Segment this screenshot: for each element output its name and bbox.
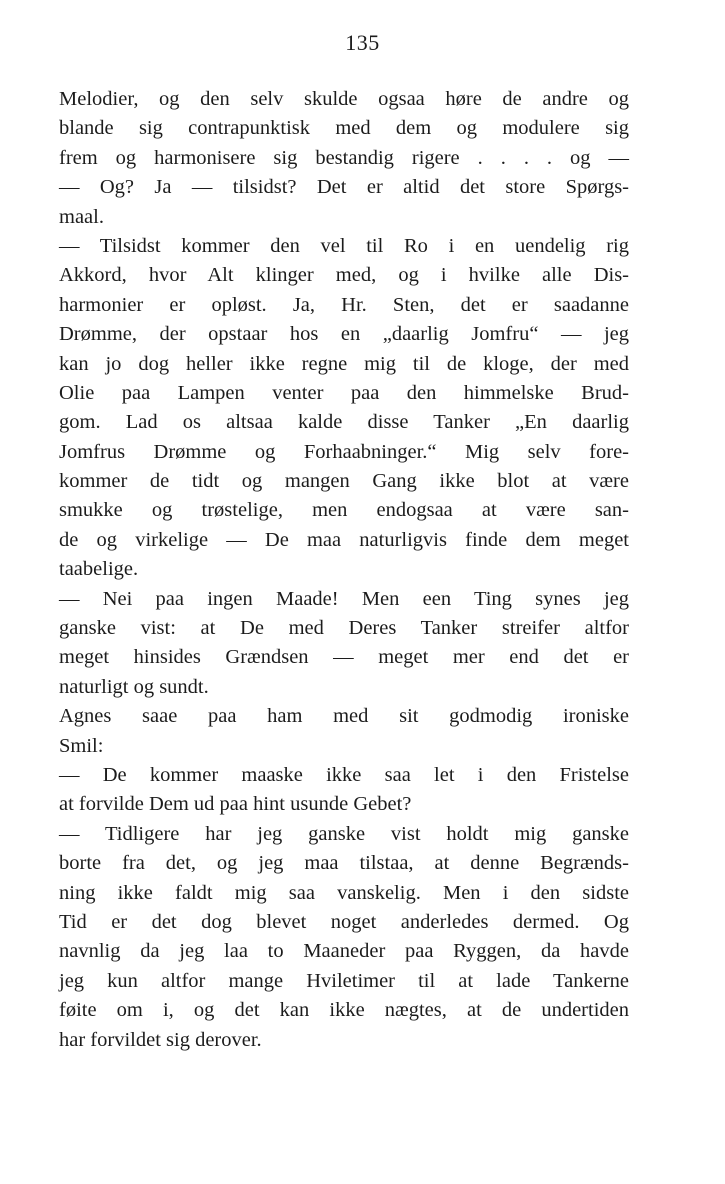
- text-line: frem og harmonisere sig bestandig rigere . . . . og —: [59, 146, 629, 169]
- text-line: har forvildet sig derover.: [59, 1028, 262, 1051]
- text-line: meget hinsides Grændsen — meget mer end det er: [59, 646, 629, 669]
- text-line: maal.: [59, 205, 104, 228]
- text-line: smukke og trøstelige, men endogsaa at være san-: [59, 499, 629, 522]
- text-line: harmonier er opløst. Ja, Hr. Sten, det er saadanne: [59, 293, 629, 316]
- text-line: kan jo dog heller ikke regne mig til de kloge, der med: [59, 352, 629, 375]
- text-line: kommer de tidt og mangen Gang ikke blot at være: [59, 470, 629, 493]
- text-line: borte fra det, og jeg maa tilstaa, at denne Begrænds-: [59, 852, 629, 875]
- page-number: 135: [345, 30, 380, 55]
- text-line: Olie paa Lampen venter paa den himmelske Brud-: [59, 381, 629, 404]
- text-line: Tid er det dog blevet noget anderledes dermed. Og: [59, 910, 629, 933]
- text-line: Akkord, hvor Alt klinger med, og i hvilke alle Dis-: [59, 264, 629, 287]
- text-line: — Tidligere har jeg ganske vist holdt mig ganske: [59, 822, 629, 845]
- text-line: Agnes saae paa ham med sit godmodig ironiske: [59, 705, 629, 728]
- text-line: de og virkelige — De maa naturligvis finde dem meget: [59, 528, 629, 551]
- text-line: Jomfrus Drømme og Forhaabninger.“ Mig selv fore-: [59, 440, 629, 463]
- text-line: — Og? Ja — tilsidst? Det er altid det store Spørgs-: [59, 176, 629, 199]
- text-line: Smil:: [59, 734, 104, 757]
- text-line: — Nei paa ingen Maade! Men een Ting synes jeg: [59, 587, 629, 610]
- text-line: navnlig da jeg laa to Maaneder paa Ryggen, da havde: [59, 940, 629, 963]
- text-line: gom. Lad os altsaa kalde disse Tanker „En daarlig: [59, 411, 629, 434]
- text-line: føite om i, og det kan ikke nægtes, at de undertiden: [59, 999, 629, 1022]
- text-line: Melodier, og den selv skulde ogsaa høre de andre og: [59, 88, 629, 110]
- text-line: Drømme, der opstaar hos en „daarlig Jomfru“ — jeg: [59, 323, 629, 346]
- text-line: blande sig contrapunktisk med dem og modulere sig: [59, 117, 629, 140]
- text-line: ning ikke faldt mig saa vanskelig. Men i den sidste: [59, 881, 629, 904]
- text-line: — De kommer maaske ikke saa let i den Fristelse: [59, 763, 629, 786]
- text-line: at forvilde Dem ud paa hint usunde Gebet?: [59, 793, 412, 816]
- text-line: — Tilsidst kommer den vel til Ro i en uendelig rig: [59, 234, 629, 257]
- text-line: taabelige.: [59, 558, 139, 581]
- body-text: [59, 85, 629, 1055]
- text-line: jeg kun altfor mange Hviletimer til at lade Tankerne: [59, 969, 629, 992]
- text-line: naturligt og sundt.: [59, 675, 209, 698]
- text-line: ganske vist: at De med Deres Tanker streifer altfor: [59, 617, 629, 640]
